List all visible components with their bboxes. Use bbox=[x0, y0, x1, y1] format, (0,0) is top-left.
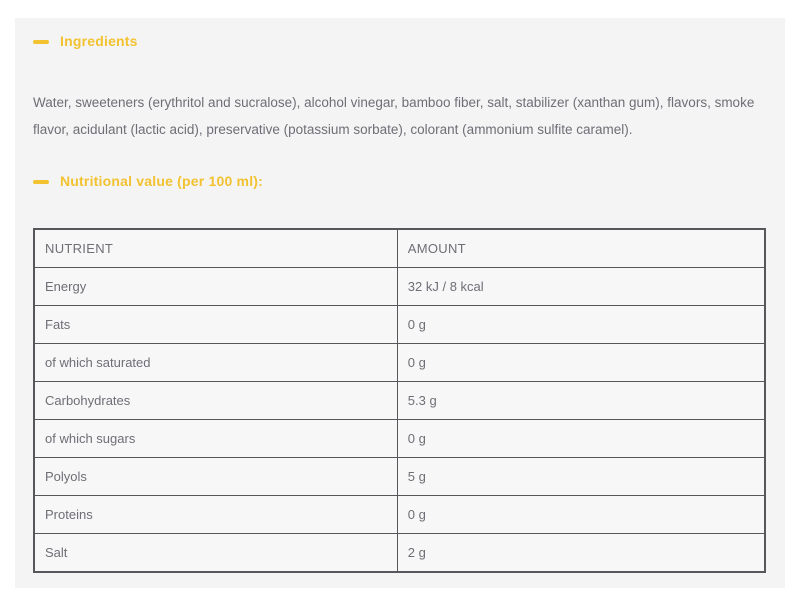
ingredients-text: Water, sweeteners (erythritol and sucralose), alcohol vinegar, bamboo fiber, salt, stabilizer (xanthan gum), flavors, smoke flavor, acidulant (lactic acid), preservative (potassium sorbate), colorant (ammonium sulfite caramel). bbox=[33, 95, 755, 137]
nutrition-table-head bbox=[34, 229, 765, 268]
amount-cell: 5.3 g bbox=[397, 382, 765, 420]
table-row bbox=[34, 458, 765, 496]
amount-cell: 0 g bbox=[397, 420, 765, 458]
nutrient-cell: Fats bbox=[34, 306, 397, 344]
table-row bbox=[34, 306, 765, 344]
amount-column-header: AMOUNT bbox=[397, 229, 765, 268]
amount-cell: 32 kJ / 8 kcal bbox=[397, 268, 765, 306]
nutrient-cell: Energy bbox=[34, 268, 397, 306]
table-row bbox=[34, 496, 765, 534]
dash-icon bbox=[33, 40, 49, 44]
nutrition-table bbox=[33, 228, 766, 573]
product-info-panel bbox=[15, 18, 785, 588]
nutrient-cell: Polyols bbox=[34, 458, 397, 496]
amount-cell: 2 g bbox=[397, 534, 765, 573]
table-row bbox=[34, 344, 765, 382]
nutrient-column-header: NUTRIENT bbox=[34, 229, 397, 268]
dash-icon bbox=[33, 180, 49, 184]
amount-cell: 0 g bbox=[397, 306, 765, 344]
amount-cell: 5 g bbox=[397, 458, 765, 496]
table-row bbox=[34, 382, 765, 420]
nutrient-cell: Carbohydrates bbox=[34, 382, 397, 420]
ingredients-section-heading bbox=[33, 33, 767, 50]
nutrition-heading-label: Nutritional value (per 100 ml): bbox=[60, 173, 264, 189]
nutrient-cell: Proteins bbox=[34, 496, 397, 534]
table-row bbox=[34, 268, 765, 306]
ingredients-heading-label: Ingredients bbox=[60, 33, 138, 49]
table-row bbox=[34, 534, 765, 573]
amount-cell: 0 g bbox=[397, 496, 765, 534]
nutrition-table-body bbox=[34, 268, 765, 573]
nutrient-cell: of which sugars bbox=[34, 420, 397, 458]
nutrient-cell: of which saturated bbox=[34, 344, 397, 382]
nutrient-cell: Salt bbox=[34, 534, 397, 573]
nutrition-section-heading bbox=[33, 173, 767, 190]
table-row bbox=[34, 420, 765, 458]
amount-cell: 0 g bbox=[397, 344, 765, 382]
table-header-row bbox=[34, 229, 765, 268]
